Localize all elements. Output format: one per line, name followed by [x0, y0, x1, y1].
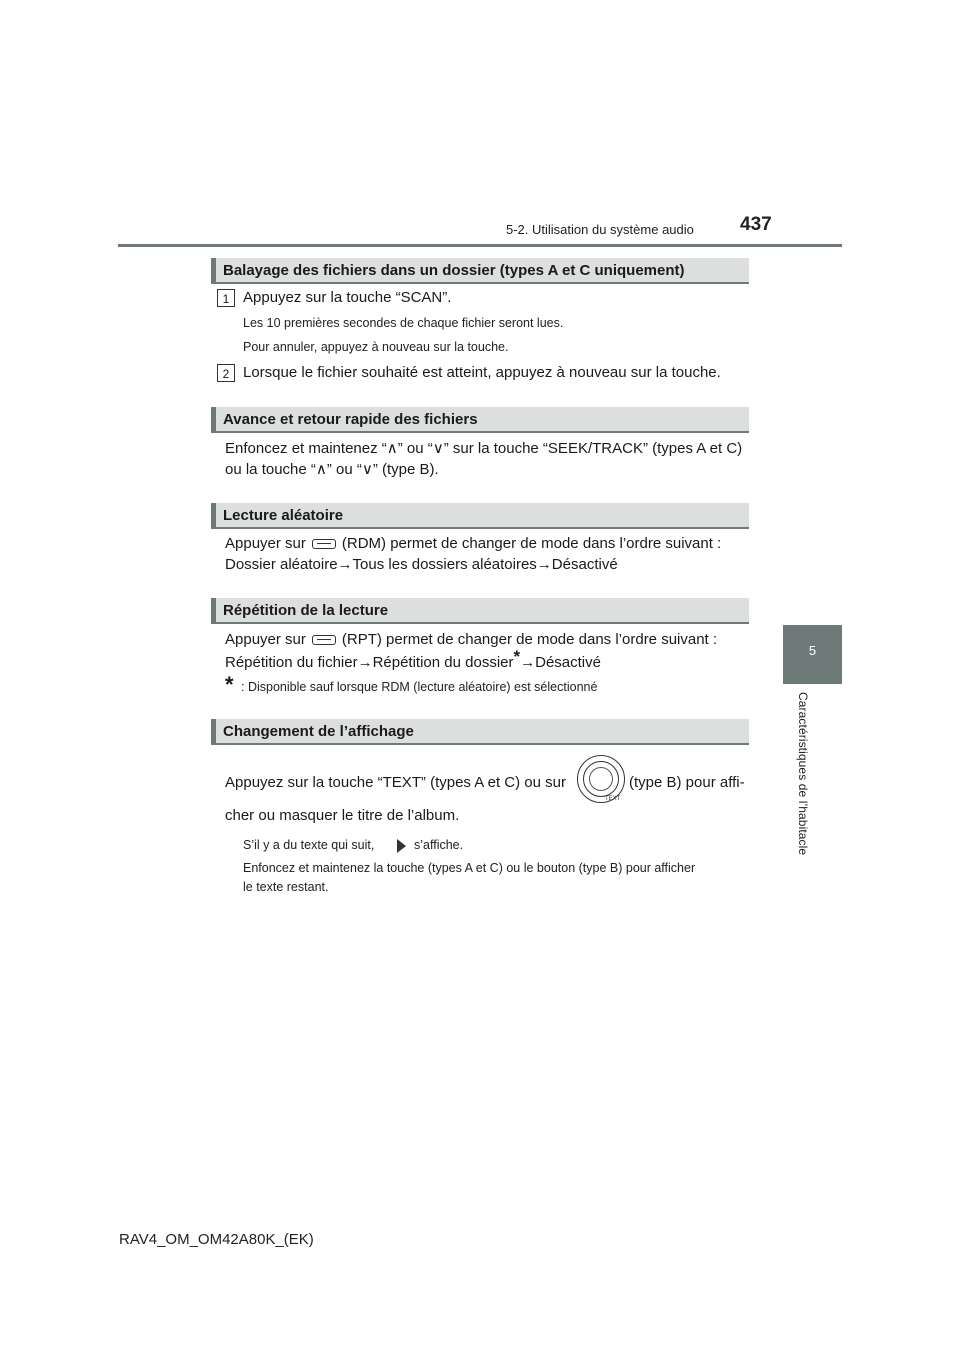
footnote-text: : Disponible sauf lorsque RDM (lecture aléatoire) est sélectionné [241, 680, 598, 694]
header-divider [118, 244, 842, 247]
section-header-fast [211, 407, 749, 433]
section-header-random [211, 503, 749, 529]
body-line: Dossier aléatoire→Tous les dossiers aléatoires→Désactivé [225, 556, 618, 573]
running-header-section: 5-2. Utilisation du système audio [506, 222, 694, 237]
body-text-segment: (RDM) permet de changer de mode dans l’ordre suivant : [341, 535, 722, 552]
note-text: Enfoncez et maintenez la touche (types A et C) ou le bouton (type B) pour afficher [243, 861, 696, 875]
section-header-scan [211, 258, 749, 284]
step-number-1: 1 [217, 289, 235, 307]
asterisk-marker: * [513, 647, 521, 666]
body-line [225, 631, 717, 648]
note-text: Les 10 premières secondes de chaque fichier seront lues. [243, 316, 564, 330]
section-title: Répétition de la lecture [223, 602, 389, 619]
preset-button-icon [312, 635, 336, 645]
body-line: ou la touche “∧” ou “∨” (type B). [225, 461, 439, 478]
document-code: RAV4_OM_OM42A80K_(EK) [119, 1231, 314, 1248]
body-text-segment: (RPT) permet de changer de mode dans l’ordre suivant : [341, 631, 718, 648]
chapter-tab-number: 5 [808, 643, 817, 658]
note-text: le texte restant. [243, 880, 329, 894]
body-line: Enfoncez et maintenez “∧” ou “∨” sur la touche “SEEK/TRACK” (types A et C) [225, 440, 743, 457]
note-text-post: s’affiche. [414, 838, 464, 852]
preset-button-icon [312, 539, 336, 549]
body-line [225, 647, 601, 672]
note-text-pre: S’il y a du texte qui suit, [243, 838, 375, 852]
section-header-display [211, 719, 749, 745]
section-title: Changement de l’affichage [223, 723, 414, 740]
chapter-tab-title: Caractéristiques de l’habitacle [796, 692, 810, 856]
body-line-post: (type B) pour affi- [629, 774, 745, 791]
body-text-segment: Appuyer sur [225, 535, 306, 552]
step-number-2: 2 [217, 364, 235, 382]
page-number: 437 [740, 214, 772, 235]
section-header-repeat [211, 598, 749, 624]
body-text-segment: →Désactivé [520, 654, 601, 671]
body-line: cher ou masquer le titre de l’album. [225, 807, 460, 824]
body-line [225, 535, 721, 552]
body-line-pre: Appuyez sur la touche “TEXT” (types A et C) ou sur [225, 774, 566, 791]
section-title: Lecture aléatoire [223, 507, 344, 524]
note-text: Pour annuler, appuyez à nouveau sur la touche. [243, 340, 509, 354]
section-title: Avance et retour rapide des fichiers [223, 411, 478, 428]
step-2-text: Lorsque le fichier souhaité est atteint, appuyez à nouveau sur la touche. [243, 364, 721, 381]
more-text-arrow-icon [397, 839, 406, 853]
knob-label: TEXT [605, 796, 621, 802]
footnote-asterisk: * [225, 672, 234, 697]
body-text-segment: Appuyer sur [225, 631, 306, 648]
step-1-text: Appuyez sur la touche “SCAN”. [243, 289, 452, 306]
section-title: Balayage des fichiers dans un dossier (types A et C uniquement) [223, 262, 685, 279]
body-text-segment: Répétition du fichier→Répétition du dossier [225, 654, 514, 671]
